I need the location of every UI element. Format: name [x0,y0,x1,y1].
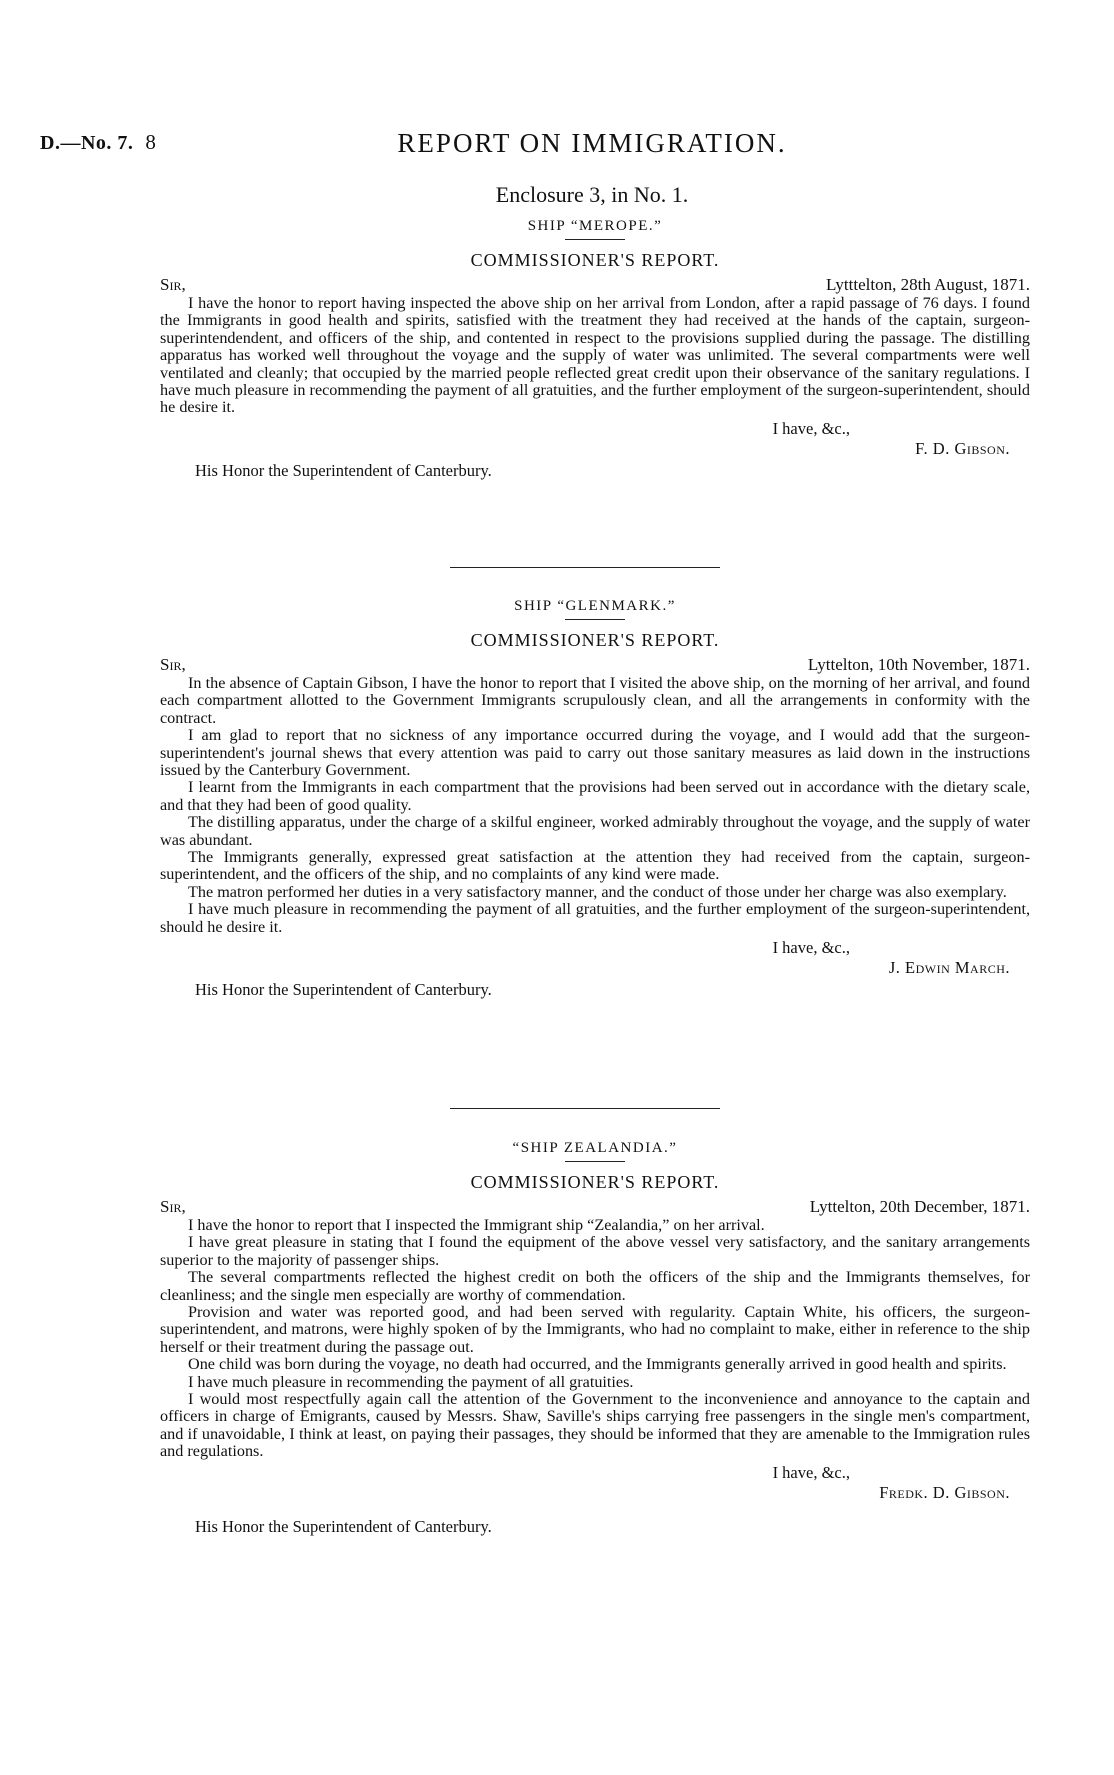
ship-name: SHIP “MEROPE.” [527,218,663,234]
salutation: Sir, [160,275,186,294]
paragraph: I would most respectfully again call the attention of the Government to the inconvenience and annoyance to the captain and officers in charge of Emigrants, caused by Messrs. Shaw, Saville's ships carrying free passengers in the single men's compartment, and if unavoidable, I think at least, on paying their passages, they should be informed that they are amenable to the Immigration rules and regulations. [160,1390,1030,1461]
paragraph: The several compartments reflected the highest credit on both the officers of the ship and the Immigrants themselves, for cleanliness; and the single men especially are worthy of commendation. [160,1268,1030,1304]
salutation-line [160,275,1030,295]
paragraph: One child was born during the voyage, no death had occurred, and the Immigrants generally arrived in good health and spirits. [188,1355,1007,1374]
paragraph: The matron performed her duties in a very satisfactory manner, and the conduct of those under her charge was also exemplary. [188,882,1007,901]
short-rule [565,619,625,620]
salutation: Sir, [160,1197,186,1216]
place-date: Lyttelton, 10th November, 1871. [807,655,1030,674]
signature-block [160,419,1030,459]
report-heading: COMMISSIONER'S REPORT. [470,1172,720,1192]
report-merope [160,218,1030,481]
report-body [160,295,1030,417]
place-date: Lytttelton, 28th August, 1871. [825,275,1030,294]
page-title: REPORT ON IMMIGRATION. [397,128,787,158]
paragraph: I have the honor to report that I inspected the Immigrant ship “Zealandia,” on her arrival. [188,1216,765,1234]
doc-ref: D.—No. 7. [40,132,134,154]
paragraph: I have the honor to report having inspected the above ship on her arrival from London, after a rapid passage of 76 days. I found the Immigrants in good health and spirits, satisfied with the treatment they had received at the hands of the captain, surgeon-superintendendent, and officers of the ship, and contented in respect to the provisions supplied during the passage. The distilling apparatus has worked well throughout the voyage and the supply of water was unlimited. The several compartments were well ventilated and cleanly; that occupied by the married people reflected great credit upon their observance of the sanitary regulations. I have much pleasure in recommending the payment of all gratuities, and the further employment of the surgeon-superintendent, should he desire it. [160,294,1030,417]
page-number: 8 [145,130,157,154]
enclosure-heading: Enclosure 3, in No. 1. [495,182,689,207]
section-divider [450,567,720,568]
report-zealandia [160,1140,1030,1537]
report-body [160,675,1030,936]
paragraph: I have much pleasure in recommending the payment of all gratuities. [188,1372,634,1391]
ship-name: “SHIP ZEALANDIA.” [512,1140,678,1156]
place-date: Lyttelton, 20th December, 1871. [809,1197,1030,1216]
salutation-line [160,1197,1030,1217]
closing: I have, &c., [772,418,850,438]
signature-block [160,938,1030,978]
paragraph: I am glad to report that no sickness of any importance occurred during the voyage, and I would add that the surgeon-superintendent's journal shews that every attention was paid to carry out those sanitary measures as laid down in the instructions issued by the Canterbury Government. [160,726,1030,780]
ship-name: SHIP “GLENMARK.” [514,598,676,614]
report-heading: COMMISSIONER'S REPORT. [470,250,720,270]
signature-block [160,1463,1030,1503]
closing: I have, &c., [772,938,850,958]
short-rule [565,1161,625,1162]
paragraph: I learnt from the Immigrants in each compartment that the provisions had been served out in accordance with the dietary scale, and that they had been of good quality. [160,778,1030,814]
paragraph: The Immigrants generally, expressed great satisfaction at the attention they had received from the captain, surgeon-superintendent, and the officers of the ship, and no complaints of any kind were made. [160,848,1030,884]
signature: F. D. Gibson. [915,438,1010,458]
section-divider [450,1108,720,1109]
signature: Fredk. D. Gibson. [879,1482,1010,1502]
report-glenmark [160,598,1030,1000]
addressee: His Honor the Superintendent of Canterbury. [195,980,492,1000]
paragraph: The distilling apparatus, under the charge of a skilful engineer, worked admirably throughout the voyage, and the supply of water was abundant. [160,813,1030,849]
salutation-line [160,655,1030,675]
addressee: His Honor the Superintendent of Canterbury. [195,460,492,480]
short-rule [565,239,625,240]
addressee: His Honor the Superintendent of Canterbury. [195,1516,492,1536]
closing: I have, &c., [772,1462,850,1482]
paragraph: Provision and water was reported good, and had been served with regularity. Captain White, his officers, the surgeon-superintendent, and matrons, were highly spoken of by the Immigrants, who had no complaint to make, either in reference to the ship herself or their treatment during the passage out. [160,1303,1030,1356]
paragraph: I have much pleasure in recommending the payment of all gratuities, and the further employment of the surgeon-superintendent, should he desire it. [160,900,1030,936]
salutation: Sir, [160,655,186,674]
report-body [160,1217,1030,1461]
paragraph: I have great pleasure in stating that I found the equipment of the above vessel very satisfactory, and the sanitary arrangements superior to the majority of passenger ships. [160,1233,1030,1269]
signature: J. Edwin March. [888,958,1010,978]
report-heading: COMMISSIONER'S REPORT. [470,630,720,650]
paragraph: In the absence of Captain Gibson, I have the honor to report that I visited the above ship, on the morning of her arrival, and found each compartment allotted to the Government Immigrants scrupulously clean, and all the arrangements in conformity with the contract. [160,674,1030,727]
